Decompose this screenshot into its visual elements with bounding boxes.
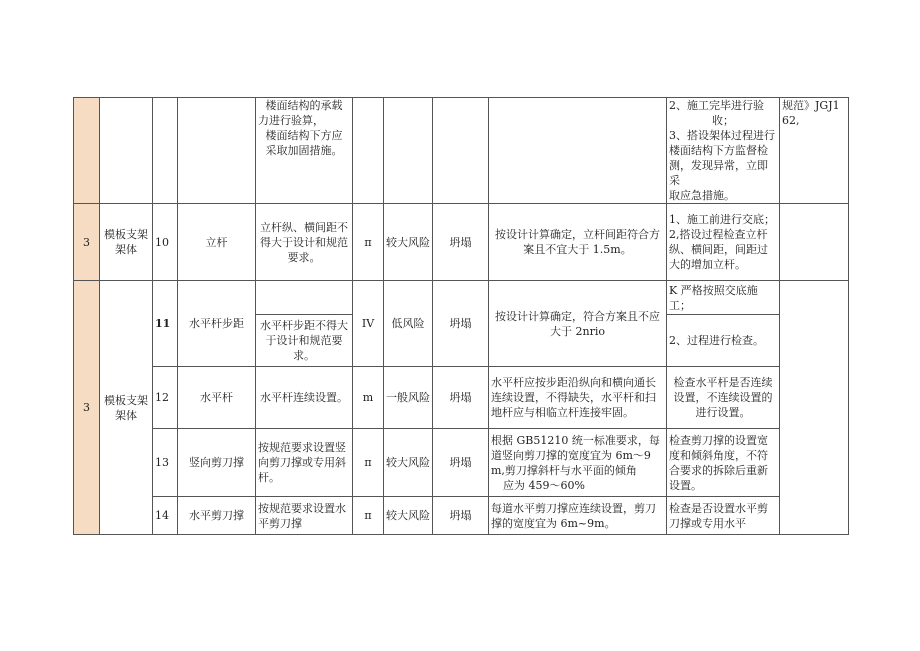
text-line: 测，发现异常，立即采 bbox=[669, 159, 768, 187]
hazard-cell: 按规范要求设置竖向剪刀撑或专用斜杆。 bbox=[256, 429, 353, 497]
text-line: 力进行验算， bbox=[258, 114, 324, 127]
measure-text: 根据 GB51210 统一标准要求，每道竖向剪刀撑的宽度宜为 6m～9m,剪刀撑斜杆与水平面的倾角 bbox=[491, 433, 660, 477]
no-cell: 14 bbox=[153, 497, 178, 535]
text-line: 收； bbox=[712, 114, 734, 127]
hazard-cell: 水平杆步距不得大于设计和规范要求。 bbox=[256, 315, 353, 367]
level-symbol-cell: π bbox=[353, 497, 384, 535]
measure2-cell-empty bbox=[489, 98, 667, 204]
text-line: 3、搭设架体过程进行 bbox=[669, 129, 775, 142]
table-row bbox=[74, 367, 849, 429]
category-cell: 模板支架架体 bbox=[100, 281, 153, 535]
risk-control-table bbox=[73, 97, 849, 535]
table-row bbox=[74, 281, 849, 315]
level-symbol-cell: π bbox=[353, 204, 384, 281]
level-text-cell-empty bbox=[384, 98, 433, 204]
level-text-cell: 较大风险 bbox=[384, 204, 433, 281]
level-text-cell: 较大风险 bbox=[384, 429, 433, 497]
text-line: 2、施工完毕进行验 bbox=[669, 99, 764, 112]
table-row bbox=[74, 204, 849, 281]
category-cell-empty bbox=[100, 98, 153, 204]
level-cell-empty bbox=[353, 98, 384, 204]
measure-cell: 按设计计算确定，符合方案且不应大于 2nrio bbox=[489, 281, 667, 367]
table-row bbox=[74, 497, 849, 535]
item-cell: 水平剪刀撑 bbox=[178, 497, 256, 535]
level-text-cell: 低风险 bbox=[384, 281, 433, 367]
basis-cell: 规范》JGJ162, bbox=[780, 98, 849, 204]
level-symbol-cell: m bbox=[353, 367, 384, 429]
level-text-cell: 一般风险 bbox=[384, 367, 433, 429]
text-line: 楼面结构下方监督检 bbox=[669, 144, 768, 157]
level-text-cell: 较大风险 bbox=[384, 497, 433, 535]
control-cell: 检查水平杆是否连续设置，不连续设置的进行设置。 bbox=[667, 367, 780, 429]
no-cell: 12 bbox=[153, 367, 178, 429]
hazard-cell: 按规范要求设置水平剪刀撑 bbox=[256, 497, 353, 535]
text-line: 取应急措施。 bbox=[669, 189, 735, 202]
measure-cell: 水平杆应按步距沿纵向和横向通长连续设置，不得缺失，水平杆和扫地杆应与相临立杆连接牢固。 bbox=[489, 367, 667, 429]
no-cell: 11 bbox=[153, 281, 178, 367]
measure-cell: 按设计计算确定，立杆间距符合方案且不宜大于 1.5m。 bbox=[489, 204, 667, 281]
accident-cell: 坍塌 bbox=[433, 367, 489, 429]
item-cell-empty bbox=[178, 98, 256, 204]
accident-cell: 坍塌 bbox=[433, 429, 489, 497]
level-symbol-cell: IV bbox=[353, 281, 384, 367]
table-row bbox=[74, 98, 849, 204]
control-cell: 1、施工前进行交底；2,搭设过程检查立杆纵、横间距，间距过大的增加立杆。 bbox=[667, 204, 780, 281]
accident-cell: 坍塌 bbox=[433, 204, 489, 281]
control-cell: 检查剪刀撑的设置宽度和倾斜角度，不符合要求的拆除后重新设置。 bbox=[667, 429, 780, 497]
control-cell: K 严格按照交底施工； bbox=[667, 281, 780, 315]
control-cell: 2、过程进行检查。 bbox=[667, 315, 780, 367]
control-cell: 检查是否设置水平剪刀撑或专用水平 bbox=[667, 497, 780, 535]
text-line: 采取加固措施。 bbox=[265, 144, 343, 157]
accident-cell: 坍塌 bbox=[433, 281, 489, 367]
item-cell: 水平杆步距 bbox=[178, 281, 256, 367]
no-cell: 13 bbox=[153, 429, 178, 497]
measure-cell: 每道水平剪刀撑应连续设置，剪刀撑的宽度宜为 6m~9m。 bbox=[489, 497, 667, 535]
text-line: 楼面结构下方应 bbox=[265, 129, 343, 142]
seq-cell: 3 bbox=[74, 281, 100, 535]
measure-cell bbox=[256, 98, 353, 204]
hazard-cell: 立杆纵、横间距不得大于设计和规范要求。 bbox=[256, 204, 353, 281]
no-cell-empty bbox=[153, 98, 178, 204]
accident-cell-empty bbox=[433, 98, 489, 204]
text-line: 楼面结构的承载 bbox=[265, 99, 343, 112]
category-cell: 模板支架架体 bbox=[100, 204, 153, 281]
hazard-cell-empty bbox=[256, 281, 353, 315]
measure-cell bbox=[489, 429, 667, 497]
control-cell bbox=[667, 98, 780, 204]
measure-text-tail: 应为 459～60% bbox=[503, 478, 585, 492]
item-cell: 立杆 bbox=[178, 204, 256, 281]
accident-cell: 坍塌 bbox=[433, 497, 489, 535]
seq-cell-empty bbox=[74, 98, 100, 204]
hazard-cell: 水平杆连续设置。 bbox=[256, 367, 353, 429]
basis-cell-empty bbox=[780, 281, 849, 535]
basis-cell-empty bbox=[780, 204, 849, 281]
item-cell: 水平杆 bbox=[178, 367, 256, 429]
table-row bbox=[74, 429, 849, 497]
no-cell: 10 bbox=[153, 204, 178, 281]
level-symbol-cell: π bbox=[353, 429, 384, 497]
item-cell: 竖向剪刀撑 bbox=[178, 429, 256, 497]
seq-cell: 3 bbox=[74, 204, 100, 281]
